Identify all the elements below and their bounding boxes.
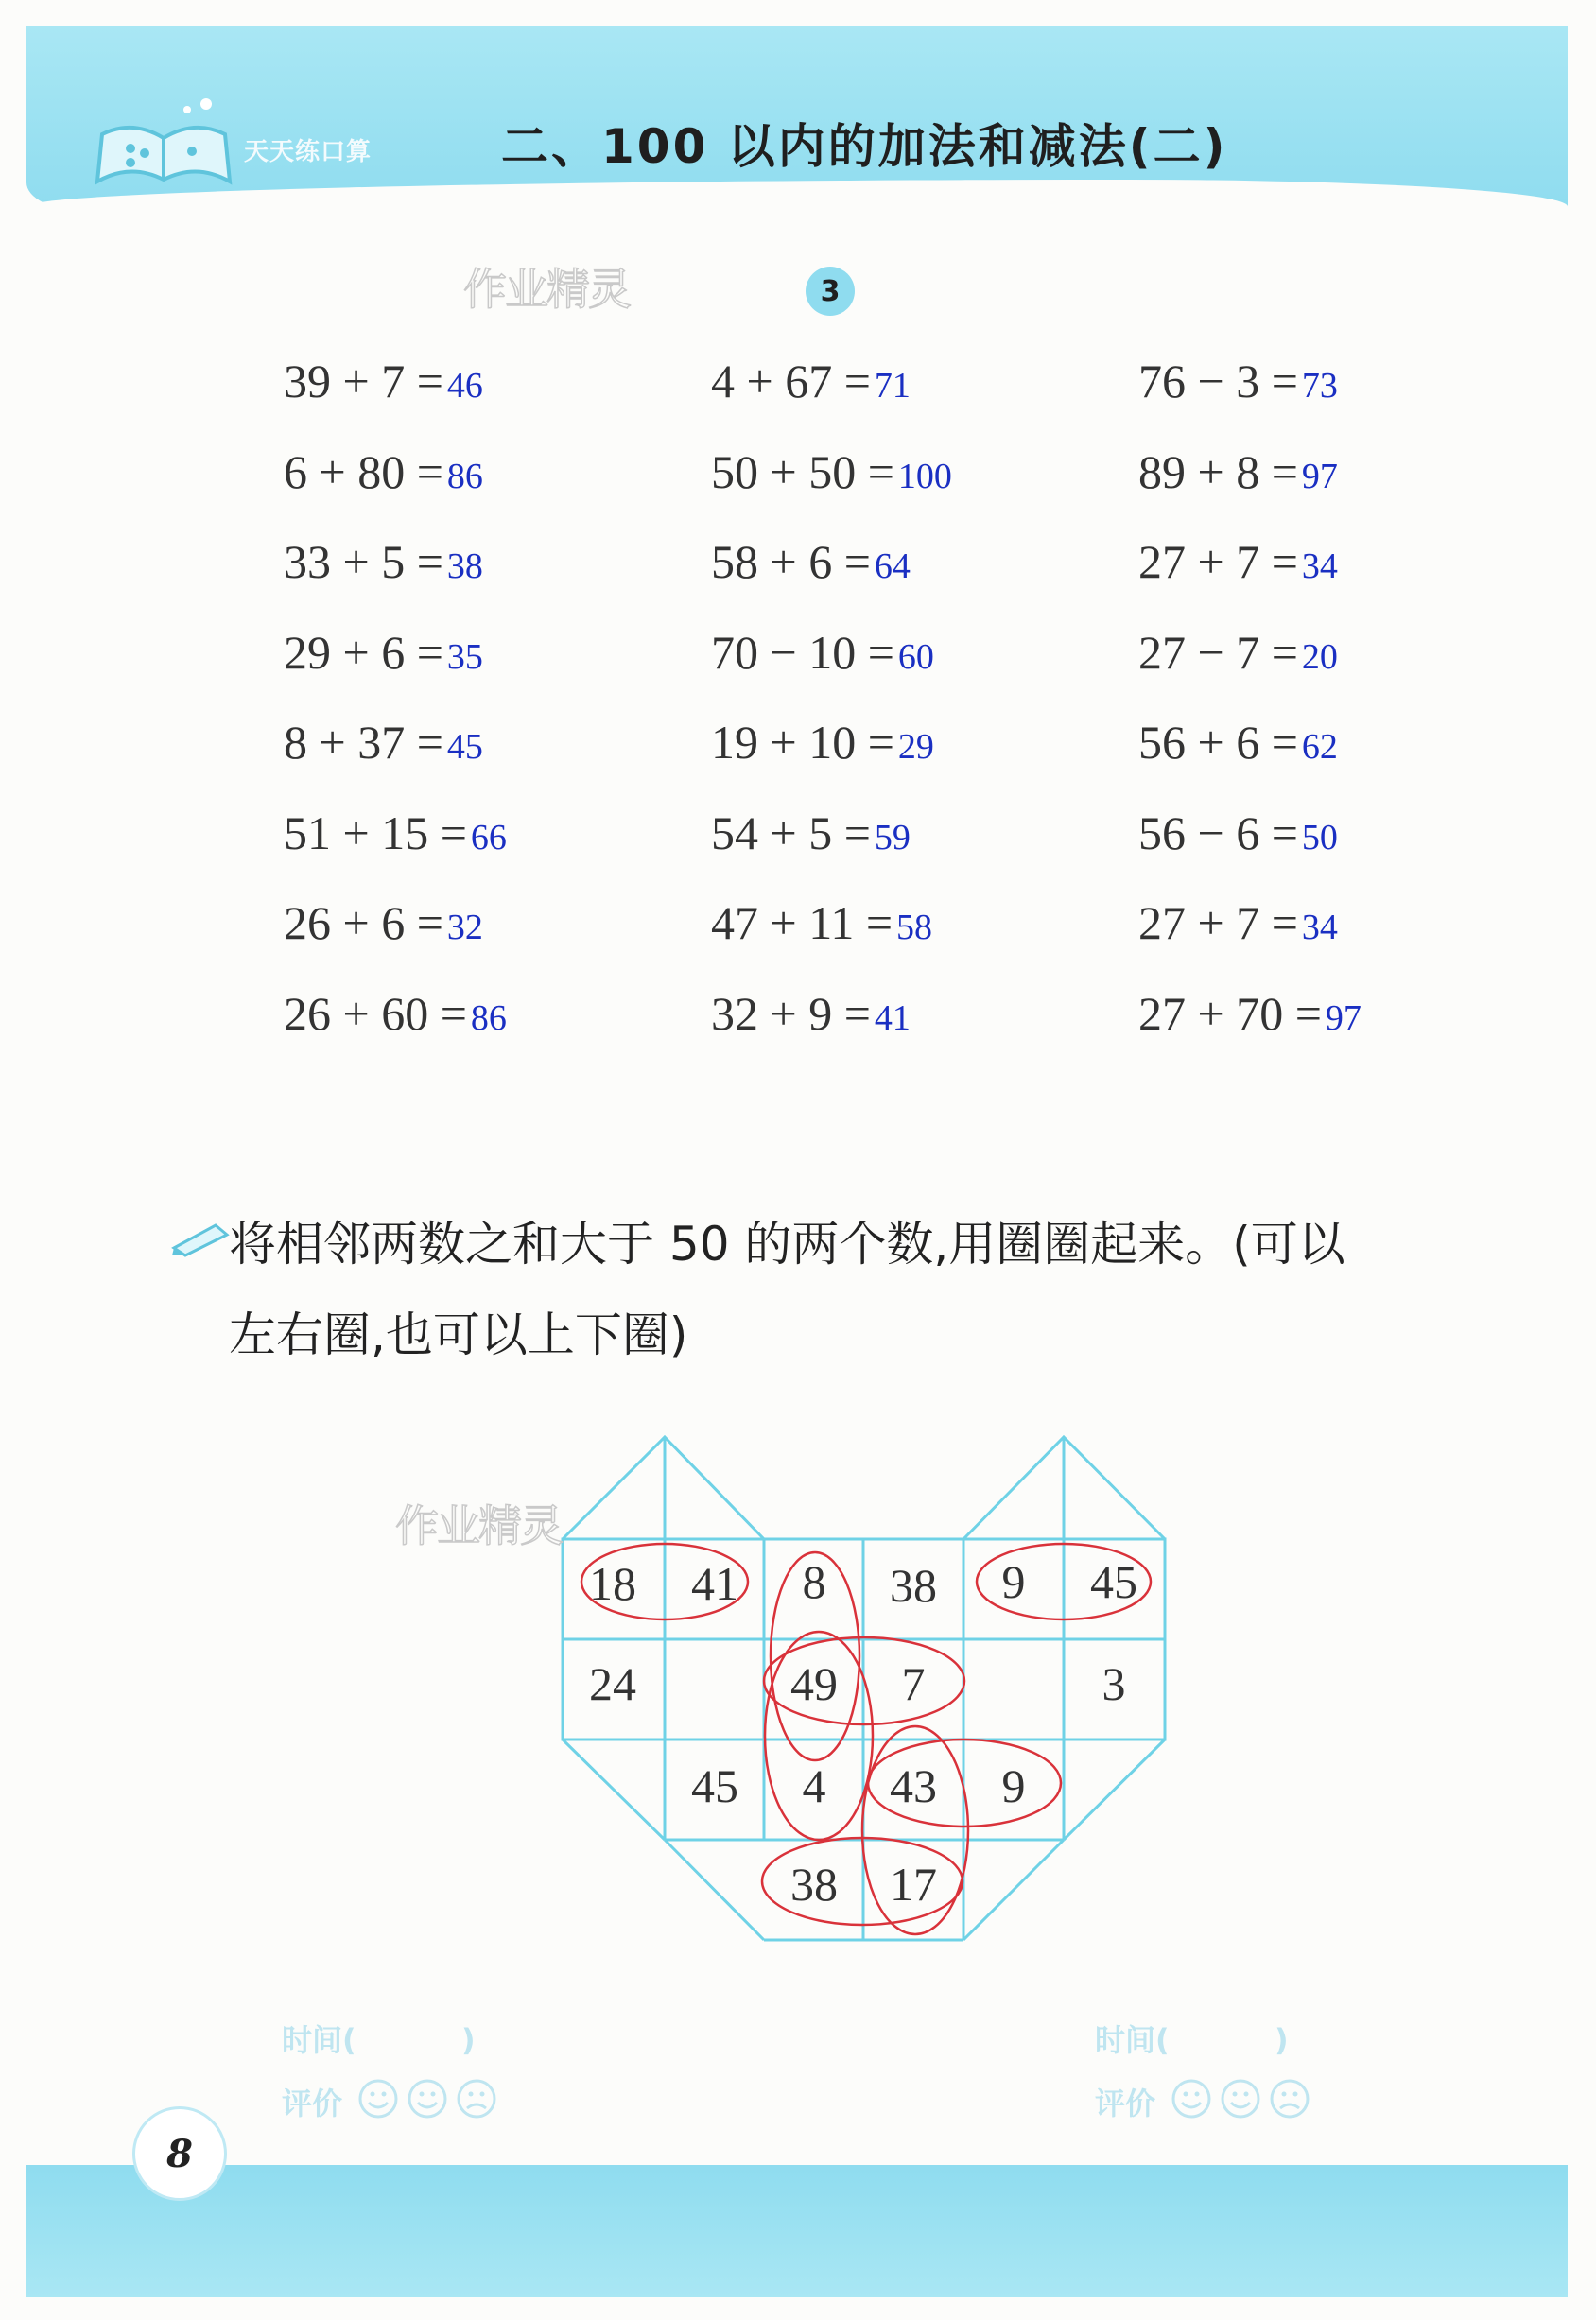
section-badge: 3	[806, 267, 855, 316]
grid-cell: 41	[691, 1557, 738, 1610]
equation-question: 6 + 80 =	[284, 444, 443, 498]
equation-answer: 60	[897, 636, 934, 677]
equation-question: 26 + 60 =	[284, 986, 467, 1040]
equation-question: 19 + 10 =	[711, 716, 894, 769]
equation-question: 27 + 7 =	[1138, 896, 1298, 949]
equation-question: 76 − 3 =	[1138, 355, 1298, 407]
equation-question: 70 − 10 =	[711, 625, 894, 679]
equation-question: 27 + 70 =	[1138, 986, 1322, 1040]
instruction-line-1: 将相邻两数之和大于 50 的两个数,用圈圈起来。(可以	[229, 1217, 1345, 1272]
time-label-left: 时间( )	[282, 2022, 476, 2058]
equation-question: 27 − 7 =	[1138, 625, 1298, 679]
grid-cell: 49	[790, 1657, 838, 1710]
equation-answer: 29	[897, 727, 934, 767]
grid-cell: 4	[802, 1759, 826, 1812]
grid-cell: 38	[790, 1858, 838, 1911]
equation-answer: 34	[1301, 546, 1338, 586]
rating-label-left: 评价	[282, 2086, 343, 2121]
equation-answer: 50	[1301, 817, 1338, 857]
equation-question: 26 + 6 =	[284, 896, 443, 949]
rating-label-right: 评价	[1095, 2086, 1156, 2121]
equation-answer: 62	[1301, 727, 1338, 767]
grid-cell: 18	[589, 1557, 636, 1610]
equation-answer: 71	[874, 366, 911, 406]
equation-answer: 32	[446, 908, 483, 947]
equation-question: 29 + 6 =	[284, 625, 443, 679]
equation-answer: 45	[446, 727, 483, 767]
grid-cell: 3	[1102, 1657, 1126, 1710]
equation-question: 56 − 6 =	[1138, 805, 1298, 859]
equation-answer: 41	[874, 997, 911, 1038]
equation-question: 47 + 11 =	[711, 896, 893, 949]
equation-question: 32 + 9 =	[711, 986, 871, 1040]
equation-question: 33 + 5 =	[284, 535, 443, 588]
page-title: 二、100 以内的加法和减法(二)	[501, 119, 1228, 174]
grid-cell: 45	[1090, 1555, 1137, 1608]
instruction-line-2: 左右圈,也可以上下圈)	[229, 1307, 688, 1362]
equation-answer: 35	[446, 636, 483, 677]
equation-question: 56 + 6 =	[1138, 716, 1298, 769]
smiley-face-icon	[357, 2078, 499, 2120]
watermark: 作业精灵	[463, 264, 630, 315]
equation-question: 39 + 7 =	[284, 355, 443, 407]
equation-answer: 97	[1325, 997, 1362, 1038]
grid-cell: 43	[890, 1759, 937, 1812]
grid-cell: 9	[1001, 1759, 1026, 1812]
equation-answer: 100	[897, 456, 952, 496]
series-logo-text: 天天练口算	[244, 138, 373, 166]
equation-answer: 20	[1301, 636, 1338, 677]
watermark-grid: 作业精灵	[395, 1500, 562, 1551]
equation-answer: 66	[470, 817, 507, 857]
equation-answer: 59	[874, 817, 911, 857]
equation-answer: 46	[446, 366, 483, 406]
equation-answer: 58	[896, 908, 933, 947]
equation-question: 54 + 5 =	[711, 805, 871, 859]
equation-answer: 64	[874, 546, 911, 586]
grid-cell: 9	[1001, 1555, 1026, 1608]
time-label-right: 时间( )	[1095, 2022, 1289, 2058]
equation-answer: 73	[1301, 366, 1338, 406]
equation-question: 27 + 7 =	[1138, 535, 1298, 588]
equation-answer: 97	[1301, 456, 1338, 496]
equation-question: 51 + 15 =	[284, 805, 467, 859]
grid-cell: 45	[691, 1759, 738, 1812]
equation-answer: 38	[446, 546, 483, 586]
equation-question: 4 + 67 =	[711, 355, 871, 407]
equation-answer: 34	[1301, 908, 1338, 947]
page-number: 8	[132, 2106, 227, 2201]
grid-cell: 7	[901, 1657, 926, 1710]
grid-cell: 8	[802, 1555, 826, 1608]
grid-cell: 38	[890, 1559, 937, 1612]
equation-question: 58 + 6 =	[711, 535, 871, 588]
grid-cell: 17	[890, 1858, 937, 1911]
equation-answer: 86	[446, 456, 483, 496]
equation-question: 89 + 8 =	[1138, 444, 1298, 498]
equation-answer: 86	[470, 997, 507, 1038]
smiley-face-icon	[1171, 2078, 1312, 2120]
grid-cell: 24	[589, 1657, 636, 1710]
equation-question: 50 + 50 =	[711, 444, 894, 498]
equation-question: 8 + 37 =	[284, 716, 443, 769]
